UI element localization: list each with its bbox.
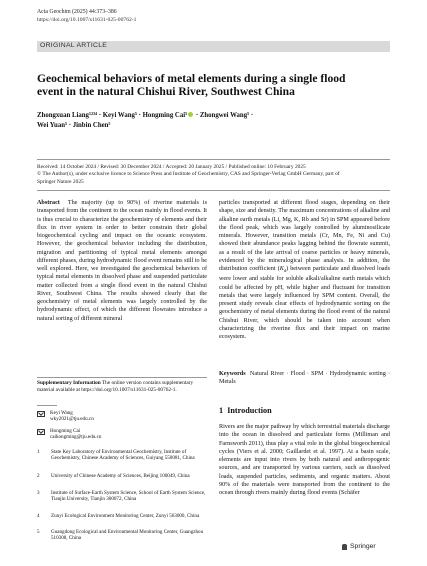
- affiliation-item: [37, 529, 207, 542]
- section-heading: [219, 406, 272, 415]
- supplementary-text[interactable]: The online version contains supplementary material available at https://doi.org/10.1007/s11631-025-00762-1.: [37, 380, 194, 393]
- keywords-label: Keywords: [219, 371, 246, 377]
- article-type-banner: [37, 41, 390, 52]
- copyright-line-2: Springer Nature 2025: [37, 178, 84, 185]
- affiliation-text: State Key Laboratory of Environmental Geochemistry, Institute of Geochemistry, Chinese Academy of Sciences, Guiyang 550081, China: [51, 449, 195, 462]
- supplementary-information: [37, 380, 207, 394]
- dates-line-1: Received: 14 October 2024 / Revised: 30 December 2024 / Accepted: 20 January 2025 / Published online: 10 February 2025: [37, 164, 306, 170]
- springer-horse-icon: [342, 544, 347, 550]
- keywords-text: Natural River · Flood · SPM · Hydrodynamic sorting · Metals: [219, 371, 390, 386]
- section-number: 1: [219, 406, 224, 415]
- article-type-label: ORIGINAL ARTICLE: [40, 42, 108, 49]
- contact-name: Hongming Cai: [50, 428, 81, 434]
- copyright-line-1: © The Author(s), under exclusive licence to Science Press and Institute of Geochemistry, CAS and Springer-Verlag GmbH Germany, part of: [37, 171, 340, 178]
- affiliation-number: 2: [37, 473, 40, 479]
- kd-symbol: K: [279, 266, 284, 272]
- affiliation-item: [37, 449, 207, 462]
- affiliation-item: [37, 490, 207, 503]
- authors-second-line: Wei Yuan⁵ · Jinbin Chen⁵: [37, 121, 111, 129]
- affiliation-text: Guangdong Ecological and Environmental Monitoring Center, Guangzhou 510308, China: [51, 529, 204, 542]
- publisher-logo: [350, 543, 376, 550]
- contact-author-2: [37, 428, 207, 441]
- affiliation-number: 5: [37, 529, 40, 535]
- affiliation-number: 3: [37, 490, 40, 496]
- supplementary-divider: [37, 377, 207, 378]
- affiliation-text: Zunyi Ecological Environment Monitoring Center, Zunyi 563000, China: [51, 513, 200, 519]
- abstract-text-right-a: particles transported at different flood stages, depending on their shape, size and density. The maximum concentrations of alkaline and alkaline earth metals (Li, Mg, K, Rb and Sr) in SPM appeared before the flood peak, which was largely controlled by aluminosilicate minerals. However, transition metals (Cr, Mn, Fe, Ni and Cu) showed their abundance peaks lagging behind the flowrate summit, as a result of the late arrival of coarse particles or heavy minerals, evidenced by the mineralogical phase analysis. In addition, the distribution coefficient (: [219, 200, 390, 272]
- orcid-icon[interactable]: [188, 112, 193, 117]
- journal-citation: Acta Geochim (2025) 44:373–386: [37, 9, 117, 15]
- header-divider: [37, 159, 390, 160]
- contacts-divider: [37, 405, 57, 406]
- section-title: Introduction: [227, 406, 272, 415]
- affiliation-text: Institute of Surface-Earth System Science, School of Earth System Science, Tianjin University, Tianjin 300072, China: [51, 490, 206, 503]
- supplementary-label: Supplementary Information: [37, 380, 101, 386]
- contact-name: Keyi Wang: [50, 410, 73, 416]
- keywords-block: [219, 370, 390, 387]
- abstract-left-column: [37, 199, 207, 323]
- authors-first-tail: · Zhongwei Wang⁵ ·: [194, 112, 254, 119]
- affiliation-number: 1: [37, 449, 40, 455]
- kd-subscript: d: [283, 268, 287, 274]
- publication-dates: [37, 164, 390, 186]
- affiliation-text: University of Chinese Academy of Sciences, Beijing 100049, China: [51, 473, 190, 479]
- contact-email[interactable]: wky2021@tju.edu.cn: [50, 416, 94, 423]
- abstract-heading: Abstract: [37, 200, 60, 206]
- mail-icon: [37, 411, 45, 417]
- publisher-name: Springer: [350, 543, 376, 550]
- affiliation-item: [37, 473, 207, 479]
- article-title: Geochemical behaviors of metal elements during a single flood event in the natural Chishui River, Southwest China: [37, 72, 346, 99]
- affiliation-number: 4: [37, 513, 40, 519]
- abstract-text-right-b: ) between particulate and dissolved loads were lower and stable for soluble alkali/alkaline earth metals which could be affected by pH, while higher and fluctuant for transition metals that were largely influenced by SPM content. Overall, the present study reveals clear effects of hydrodynamic sorting on the geochemistry of metal elements during the flood event of the natural Chishui River, which should be taken into account when characterizing the riverine flux and their impact on marine ecosystem.: [219, 266, 390, 341]
- article-doi[interactable]: https://doi.org/10.1007/s11631-025-00762-1: [37, 17, 137, 23]
- author-list: [37, 111, 377, 130]
- abstract-text-left: The majority (up to 90%) of riverine materials is transported from the continent to the ocean mainly in flood events. It is thus crucial to characterize the geochemistry of elements and their flux in river system in order to better constrain their global biogeochemical cycling and impact on the oceanic ecosystem. However, the geochemical behavior including the distribution, migration and partitioning of typical metal elements amongst different phases, during hydrodynamic flood event remains still to be well explored. Here, we investigated the geochemical behaviors of typical metal elements in dissolved phase and suspended particulate matter collected from a single flood event in the natural Chishui River, Southwest China. The results showed clearly that the geochemistry of metal elements was largely controlled by the hydrodynamic effect, of which the different flowrates introduce a natural sorting of different mineral: [37, 200, 207, 322]
- mail-icon: [37, 429, 45, 435]
- authors-first-part: Zhongxuan Liang¹²³⁴ · Keyi Wang⁵ · Hongming Cai⁵: [37, 112, 188, 119]
- dates-divider: [37, 190, 390, 191]
- contact-email[interactable]: caihongming@tju.edu.cn: [50, 434, 102, 441]
- abstract-right-column: [219, 199, 390, 341]
- introduction-text: Rivers are the major pathway by which terrestrial materials discharge into the ocean in dissolved and particulate forms (Milliman and Farnsworth 2011), thus play a vital role in the global biogeochemical cycles (Viers et al. 2000; Gaillardet et al. 1997). At a basin scale, elements are input into rivers by both natural and anthropogenic sources, and are transported by various carriers, such as dissolved loads, suspended particles, sediments, and organic matters. About 90% of the materials were transported from the continent to the ocean through rivers mainly during flood events (Schäfer: [219, 424, 390, 496]
- contact-author-1: [37, 410, 207, 423]
- affiliation-item: [37, 513, 207, 519]
